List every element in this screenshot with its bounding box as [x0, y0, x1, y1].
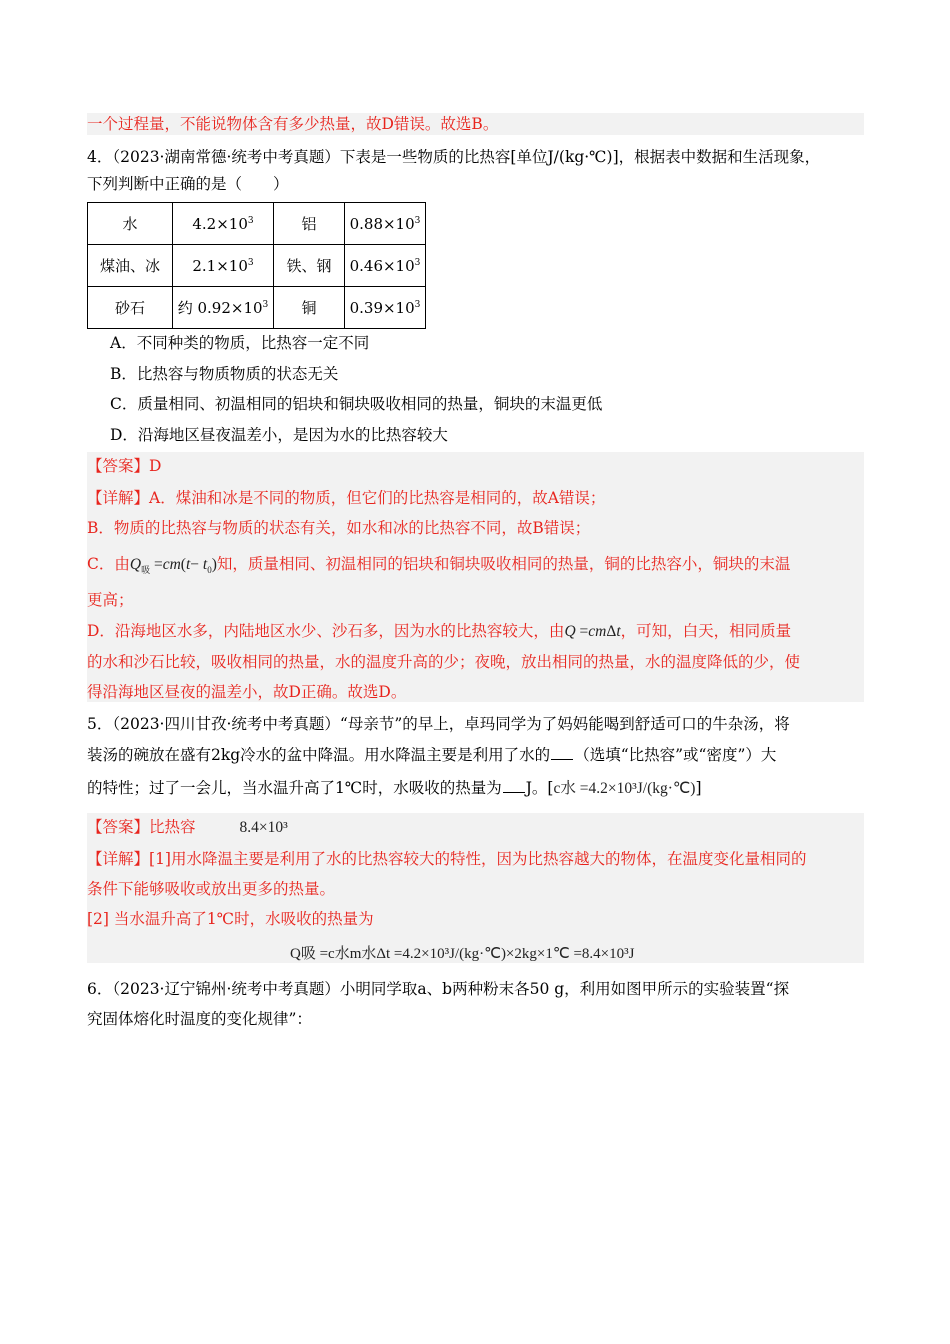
- table-cell: $0.88\times 10^3$: [345, 203, 426, 245]
- table-cell: 煤油、冰: [88, 245, 173, 287]
- q4-answer: 【答案】D: [87, 457, 162, 475]
- q4-detail-b: B．物质的比热容与物质的状态有关，如水和冰的比热容不同，故B错误；: [87, 519, 591, 537]
- q4-option-c: C．质量相同、初温相同的铝块和铜块吸收相同的热量，铜块的末温更低: [110, 395, 603, 413]
- table-cell: $4.2\times 10^3$: [173, 203, 274, 245]
- table-row: [88, 287, 426, 329]
- q4-detail-d-line2: 的水和沙石比较，吸收相同的热量，水的温度升高的少；夜晚，放出相同的热量，水的温度降低的少，使: [87, 653, 801, 671]
- answer-blank: [503, 778, 525, 793]
- q5-stem-line2: 装汤的碗放在盛有2kg冷水的盆中降温。用水降温主要是利用了水的 （选填“比热容”或“密度”）大: [87, 746, 777, 764]
- table-cell: 砂石: [88, 287, 173, 329]
- table-cell: 约 $0.92\times 10^3$: [173, 287, 274, 329]
- heat-formula-inline: Q =cmΔt: [564, 623, 621, 640]
- table-cell: $0.46\times 10^3$: [345, 245, 426, 287]
- q4-detail-c-line2: 更高；: [87, 591, 134, 609]
- q6-stem-line2: 究固体熔化时温度的变化规律”：: [87, 1010, 312, 1028]
- q4-option-d: D．沿海地区昼夜温差小，是因为水的比热容较大: [110, 426, 448, 444]
- table-cell: 铁、钢: [274, 245, 345, 287]
- table-row: [88, 203, 426, 245]
- q4-detail-d-line3: 得沿海地区昼夜的温差小，故D正确。故选D。: [87, 683, 407, 701]
- prev-detail-tail: 一个过程量，不能说物体含有多少热量，故D错误。故选B。: [87, 115, 499, 133]
- heat-formula-inline: $Q_吸 =cm(t- t_0)$: [129, 556, 217, 576]
- table-cell: 铜: [274, 287, 345, 329]
- table-cell: 水: [88, 203, 173, 245]
- q5-answer: 【答案】比热容 8.4×10³: [87, 818, 288, 836]
- q4-detail-d: D．沿海地区水多，内陆地区水少、沙石多，因为水的比热容较大，由Q =cmΔt，可知，白天，相同质量: [87, 622, 792, 640]
- q4-option-a: A．不同种类的物质，比热容一定不同: [110, 334, 370, 352]
- q4-detail-c: C．由$Q_吸 =cm(t- t_0)$知，质量相同、初温相同的铝块和铜块吸收相同的热量，铜的比热容小，铜块的末温: [87, 555, 791, 576]
- q5-detail-1: 【详解】[1]用水降温主要是利用了水的比热容较大的特性，因为比热容越大的物体，在温度变化量相同的: [87, 850, 807, 868]
- answer-blank: [551, 745, 573, 760]
- table-row: [88, 245, 426, 287]
- table-cell: $0.39\times 10^3$: [345, 287, 426, 329]
- heat-calculation-formula: Q吸 =c水m水Δt =4.2×10³J/(kg·℃)×2kg×1℃ =8.4×10³J: [290, 946, 635, 962]
- q4-stem-line1: 4．（2023·湖南常德·统考中考真题）下表是一些物质的比热容[单位J/(kg·℃)]，根据表中数据和生活现象，: [87, 148, 821, 166]
- given-specific-heat: c水 =4.2×10³J/(kg·℃): [553, 780, 696, 797]
- q5-detail-1b: 条件下能够吸收或放出更多的热量。: [87, 880, 336, 898]
- specific-heat-table: [87, 202, 426, 329]
- q4-stem-line2: 下列判断中正确的是（ ）: [87, 175, 289, 193]
- q4-option-b: B．比热容与物质物质的状态无关: [110, 365, 339, 383]
- table-cell: $2.1\times 10^3$: [173, 245, 274, 287]
- q6-stem-line1: 6．（2023·辽宁锦州·统考中考真题）小明同学取a、b两种粉末各50 g，利用如图甲所示的实验装置“探: [87, 980, 790, 998]
- q4-detail-a: 【详解】A．煤油和冰是不同的物质，但它们的比热容是相同的，故A错误；: [87, 489, 606, 507]
- q5-detail-2: [2] 当水温升高了1℃时，水吸收的热量为: [87, 910, 374, 928]
- table-cell: 铝: [274, 203, 345, 245]
- q5-stem-line1: 5．（2023·四川甘孜·统考中考真题）“母亲节”的早上，卓玛同学为了妈妈能喝到舒适可口的牛杂汤，将: [87, 715, 790, 733]
- q5-stem-line3: 的特性；过了一会儿，当水温升高了1℃时，水吸收的热量为 J。[c水 =4.2×10³J/(kg·℃)]: [87, 779, 702, 797]
